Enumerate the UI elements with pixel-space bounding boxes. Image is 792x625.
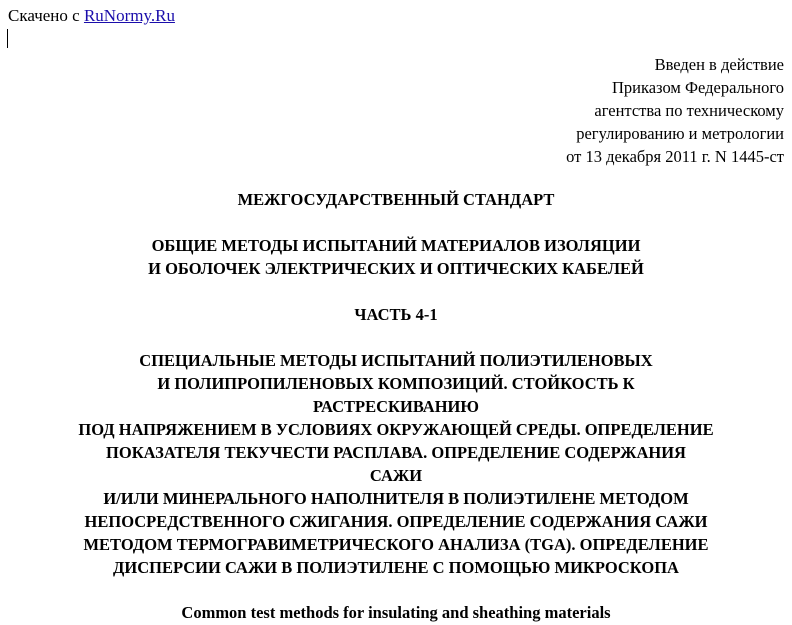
- subtitle-line: ПОКАЗАТЕЛЯ ТЕКУЧЕСТИ РАСПЛАВА. ОПРЕДЕЛЕНИЕ СОДЕРЖАНИЯ: [106, 443, 686, 462]
- subtitle-line: МЕТОДОМ ТЕРМОГРАВИМЕТРИЧЕСКОГО АНАЛИЗА (TGA). ОПРЕДЕЛЕНИЕ: [83, 535, 709, 554]
- text-cursor: [7, 29, 8, 48]
- title-line: И ОБОЛОЧЕК ЭЛЕКТРИЧЕСКИХ И ОПТИЧЕСКИХ КАБЕЛЕЙ: [148, 259, 644, 278]
- enactment-line: Приказом Федерального: [611, 78, 784, 97]
- part-heading: [0, 303, 792, 326]
- subtitle-line: И/ИЛИ МИНЕРАЛЬНОГО НАПОЛНИТЕЛЯ В ПОЛИЭТИЛЕНЕ МЕТОДОМ: [103, 489, 689, 508]
- subtitle-line: САЖИ: [369, 466, 423, 485]
- main-title: [0, 234, 792, 280]
- subtitle-line: И ПОЛИПРОПИЛЕНОВЫХ КОМПОЗИЦИЙ. СТОЙКОСТЬ К: [157, 374, 635, 393]
- source-line: [8, 6, 175, 26]
- source-link[interactable]: RuNormy.Ru: [83, 6, 175, 25]
- subtitle-line: СПЕЦИАЛЬНЫЕ МЕТОДЫ ИСПЫТАНИЙ ПОЛИЭТИЛЕНОВЫХ: [139, 351, 653, 370]
- enactment-block: [566, 53, 784, 168]
- title-line: ОБЩИЕ МЕТОДЫ ИСПЫТАНИЙ МАТЕРИАЛОВ ИЗОЛЯЦИИ: [151, 236, 641, 255]
- enactment-line: от 13 декабря 2011 г. N 1445-ст: [566, 147, 784, 166]
- part-number: ЧАСТЬ 4-1: [354, 305, 438, 324]
- english-title-block: [0, 601, 792, 624]
- standard-type: МЕЖГОСУДАРСТВЕННЫЙ СТАНДАРТ: [237, 190, 555, 209]
- source-prefix: Скачено с: [8, 6, 84, 25]
- standard-type-heading: [0, 188, 792, 211]
- subtitle-block: [0, 349, 792, 579]
- subtitle-line: ПОД НАПРЯЖЕНИЕМ В УСЛОВИЯХ ОКРУЖАЮЩЕЙ СРЕДЫ. ОПРЕДЕЛЕНИЕ: [78, 420, 714, 439]
- english-title: Common test methods for insulating and sheathing materials: [181, 603, 611, 622]
- enactment-line: Введен в действие: [654, 55, 784, 74]
- subtitle-line: РАСТРЕСКИВАНИЮ: [313, 397, 479, 416]
- subtitle-line: НЕПОСРЕДСТВЕННОГО СЖИГАНИЯ. ОПРЕДЕЛЕНИЕ СОДЕРЖАНИЯ САЖИ: [84, 512, 708, 531]
- enactment-line: регулированию и метрологии: [576, 124, 784, 143]
- subtitle-line: ДИСПЕРСИИ САЖИ В ПОЛИЭТИЛЕНЕ С ПОМОЩЬЮ МИКРОСКОПА: [113, 558, 679, 577]
- enactment-line: агентства по техническому: [594, 101, 784, 120]
